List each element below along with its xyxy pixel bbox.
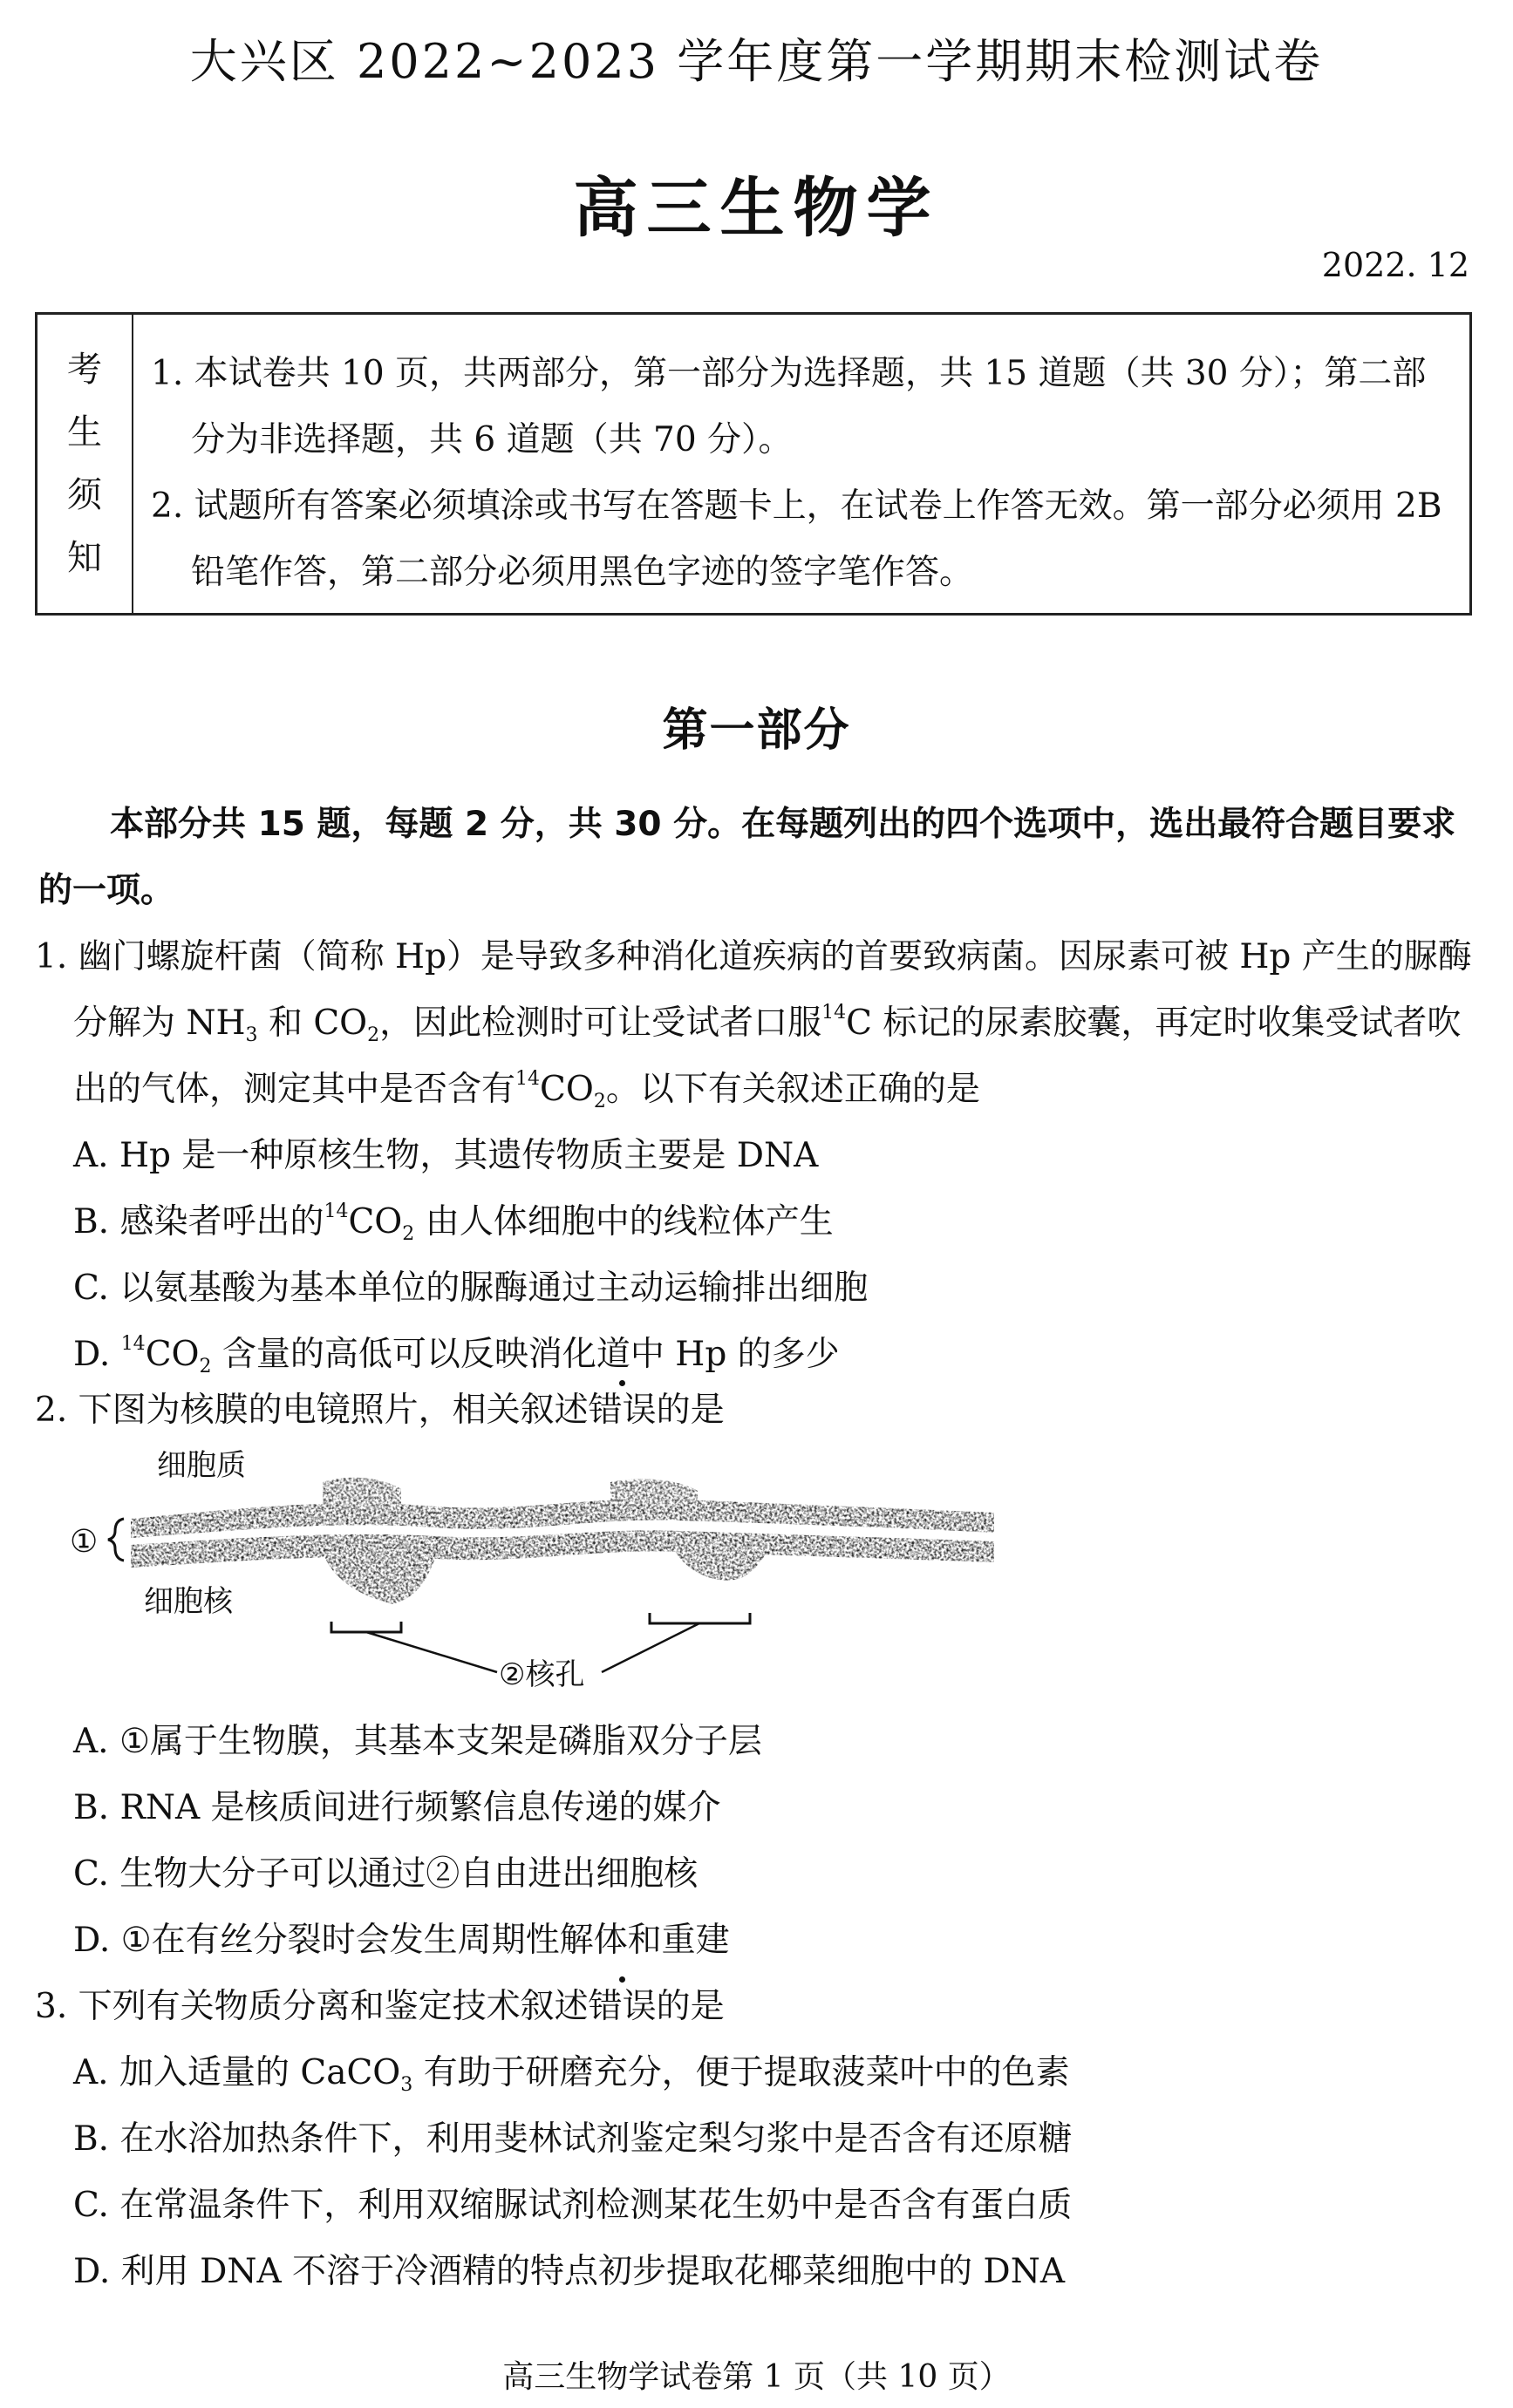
question-2-option-d: D. ①在有丝分裂时会发生周期性解体和重建 bbox=[73, 1921, 730, 1960]
question-1-option-d: D. $^{14}CO_2$ 含量的高低可以反映消化道中 Hp 的多少 bbox=[73, 1333, 840, 1377]
question-2-option-b: B. RNA 是核质间进行频繁信息传递的媒介 bbox=[73, 1788, 721, 1827]
question-2-option-c: C. 生物大分子可以通过②自由进出细胞核 bbox=[73, 1854, 699, 1894]
label-cytoplasm: 细胞质 bbox=[157, 1448, 246, 1483]
notice-label-char: 生 bbox=[67, 412, 102, 452]
notice-item: 1. 本试卷共 10 页，共两部分，第一部分为选择题，共 15 道题（共 30 分）；第二部分为非选择题，共 6 道题（共 70 分）。 bbox=[151, 354, 1427, 459]
section-title: 第一部分 bbox=[662, 704, 851, 757]
candidate-notice-box bbox=[35, 312, 1472, 616]
notice-item: 2. 试题所有答案必须填涂或书写在答题卡上，在试卷上作答无效。第一部分必须用 2B 铅笔作答，第二部分必须用黑色字迹的签字笔作答。 bbox=[151, 486, 1442, 592]
question-2-stem: 2. 下图为核膜的电镜照片，相关叙述错误的是 bbox=[35, 1391, 725, 1430]
nuclear-envelope-micrograph bbox=[70, 1447, 1003, 1709]
label-nucleus: 细胞核 bbox=[144, 1584, 233, 1619]
notice-label-char: 知 bbox=[67, 538, 102, 578]
pore-leader-right bbox=[602, 1623, 699, 1672]
pore-bracket-left bbox=[331, 1622, 401, 1632]
label-envelope-1: ① bbox=[70, 1524, 99, 1560]
notice-label-char: 须 bbox=[67, 475, 102, 515]
question-3-option-a: A. 加入适量的 CaCO$_3$ 有助于研磨充分，便于提取菠菜叶中的色素 bbox=[73, 2053, 1070, 2096]
envelope-brace bbox=[108, 1519, 124, 1561]
question-3-option-b: B. 在水浴加热条件下，利用斐林试剂鉴定梨匀浆中是否含有还原糖 bbox=[73, 2119, 1073, 2159]
membrane-layers bbox=[131, 1478, 994, 1604]
question-2-option-a: A. ①属于生物膜，其基本支架是磷脂双分子层 bbox=[73, 1722, 762, 1761]
question-3 bbox=[35, 1974, 1474, 2305]
question-1 bbox=[35, 924, 1474, 1388]
question-1-option-b: B. 感染者呼出的$^{14}CO_2$ 由人体细胞中的线粒体产生 bbox=[73, 1201, 834, 1245]
notice-label bbox=[37, 315, 133, 613]
section-instructions: 本部分共 15 题，每题 2 分，共 30 分。在每题列出的四个选项中，选出最符合题目要求的一项。 bbox=[38, 805, 1456, 910]
question-3-stem: 3. 下列有关物质分离和鉴定技术叙述错误的是 bbox=[35, 1987, 725, 2026]
pore-bracket-right bbox=[650, 1613, 750, 1623]
question-3-option-d: D. 利用 DNA 不溶于冷酒精的特点初步提取花椰菜细胞中的 DNA bbox=[73, 2252, 1065, 2291]
notice-label-char: 考 bbox=[67, 350, 102, 390]
notice-items bbox=[151, 341, 1459, 606]
question-1-option-c: C. 以氨基酸为基本单位的脲酶通过主动运输排出细胞 bbox=[73, 1269, 869, 1308]
question-3-option-c: C. 在常温条件下，利用双缩脲试剂检测某花生奶中是否含有蛋白质 bbox=[73, 2186, 1073, 2225]
question-1-stem: 1. 幽门螺旋杆菌（简称 Hp）是导致多种消化道疾病的首要致病菌。因尿素可被 Hp 产生的脲酶分解为 $NH_3$ 和 $CO_2$，因此检测时可让受试者口服$^{14}$C 标记的尿素胶囊，再定时收集受试者吹出的气体，测定其中是否含有$^{14}CO_2$。以下有关叙述正确的是 bbox=[35, 937, 1472, 1112]
exam-header-title: 大兴区 2022~2023 学年度第一学期期末检测试卷 bbox=[189, 34, 1324, 89]
question-1-option-a: A. Hp 是一种原核生物，其遗传物质主要是 DNA bbox=[73, 1136, 819, 1175]
page-footer: 高三生物学试卷第 1 页（共 10 页） bbox=[502, 2359, 1011, 2395]
exam-date: 2022. 12 bbox=[1321, 246, 1469, 284]
question-2-options bbox=[35, 1709, 1474, 1974]
question-2 bbox=[35, 1377, 1474, 1444]
pore-leader-left bbox=[366, 1632, 497, 1672]
subject-title: 高三生物学 bbox=[573, 171, 940, 246]
label-nuclear-pore: ②核孔 bbox=[499, 1657, 585, 1692]
